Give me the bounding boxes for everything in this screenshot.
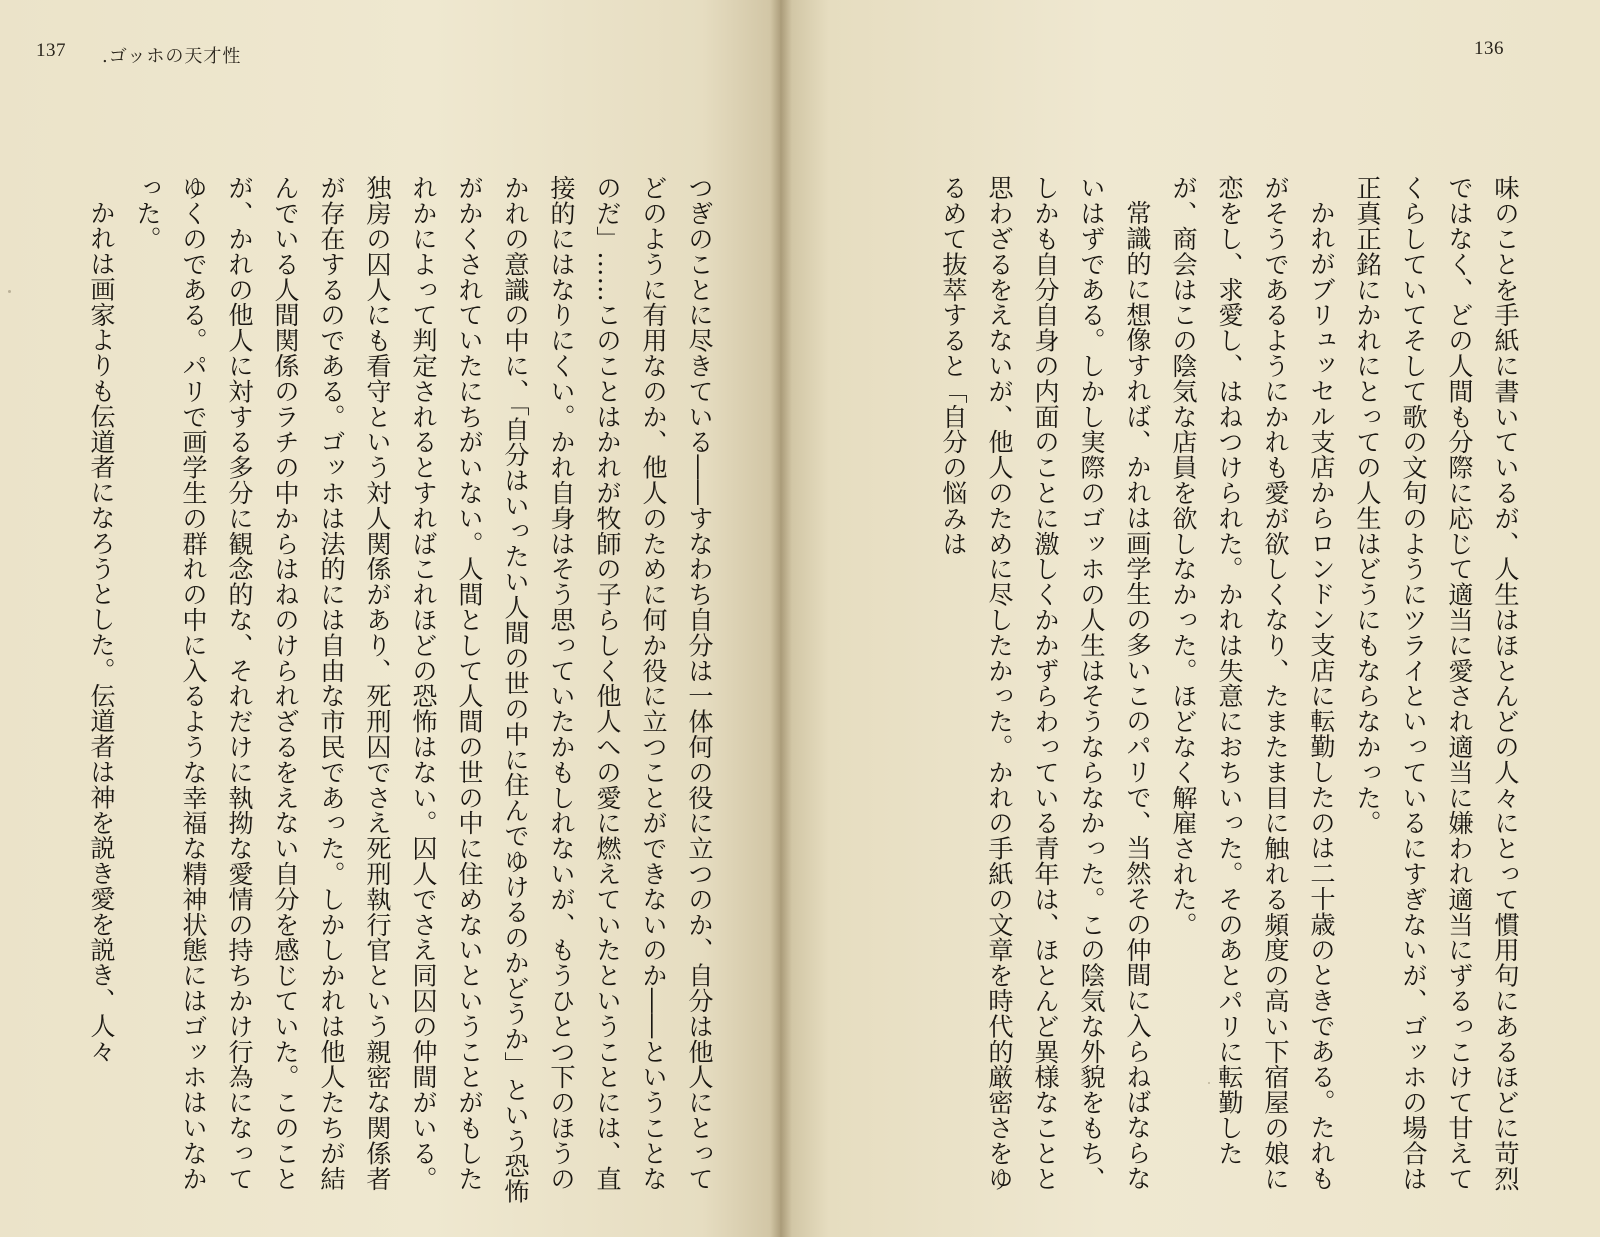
running-head: .ゴッホの天才性 xyxy=(102,46,242,67)
right-paragraph-2: かれがブリュッセル支店からロンドン支店に転勤したのは二十歳のときである。たれもがそうであるようにかれも愛が欲しくなり、たまたま目に触れる頻度の高い下宿屋の娘に恋をし、求愛し、はねつけられた。かれは失意におちいった。そのあとパリに転勤したが、商会はこの陰気な店員を欲しなかった。ほどなく解雇された。 xyxy=(1169,175,1336,1191)
book-gutter xyxy=(770,0,792,1237)
left-paragraph-2: かれは画家よりも伝道者になろうとした。伝道者は神を説き愛を説き、人々 xyxy=(87,200,116,1064)
right-page-number: 136 xyxy=(1474,38,1504,59)
left-page-text xyxy=(36,175,722,1205)
right-paragraph-3: 常識的に想像すれば、かれは画学生の多いこのパリで、当然その仲間に入らねばならないはずである。しかし実際のゴッホの人生はそうならなかった。この陰気な外貌をもち、しかも自分自身の内面のことに激しくかかずらわっている青年は、ほとんど異様なことと思わざるをえないが、他人のために尽したかった。かれの手紙の文章を時代的厳密さをゆるめて抜萃すると「自分の悩みは xyxy=(939,175,1152,1191)
left-paragraph-1: つぎのことに尽きている――すなわち自分は一体何の役に立つのか、自分は他人にとってどのように有用なのか、他人のために何か役に立つことができないのか――ということなのだ」……このことはかれが牧師の子らしく他人への愛に燃えていたということには、直接的にはなりにくい。かれ自身はそう思っていたかもしれないが、もうひとつ下のほうのかれの意識の中に、「自分はいったい人間の世の中に住んでゆけるのかどうか」という恐怖がかくされていたにちがいない。人間として人間の世の中に住めないということがもしたれかによって判定されるとすればこれほどの恐怖はない。囚人でさえ同囚の仲間がいる。独房の囚人にも看守という対人関係があり、死刑囚でさえ死刑執行官という親密な関係者が存在するのである。ゴッホは法的には自由な市民であった。しかしかれは他人たちが結んでいる人間関係のラチの中からはねのけられざるをえない自分を感じていた。このことが、かれの他人に対する多分に観念的な、それだけに執拗な愛情の持ちかけ行為になってゆくのである。パリで画学生の群れの中に入るような幸福な精神状態にはゴッホはいなかった。 xyxy=(133,175,714,1204)
paper-speck xyxy=(1208,1082,1210,1084)
left-page-number: 137 xyxy=(36,40,66,61)
right-paragraph-1: 味のことを手紙に書いているが、人生はほとんどの人々にとって慣用句にあるほどに苛烈ではなく、どの人間も分際に応じて適当に愛され適当に嫌われ適当にずるっこけて甘えてくらしていてそして歌の文句のようにツライといっているにすぎないが、ゴッホの場合は正真正銘にかれにとっての人生はどうにもならなかった。 xyxy=(1353,175,1520,1191)
right-page-text xyxy=(822,175,1528,1205)
left-page xyxy=(0,0,780,1237)
paper-speck xyxy=(8,290,11,293)
